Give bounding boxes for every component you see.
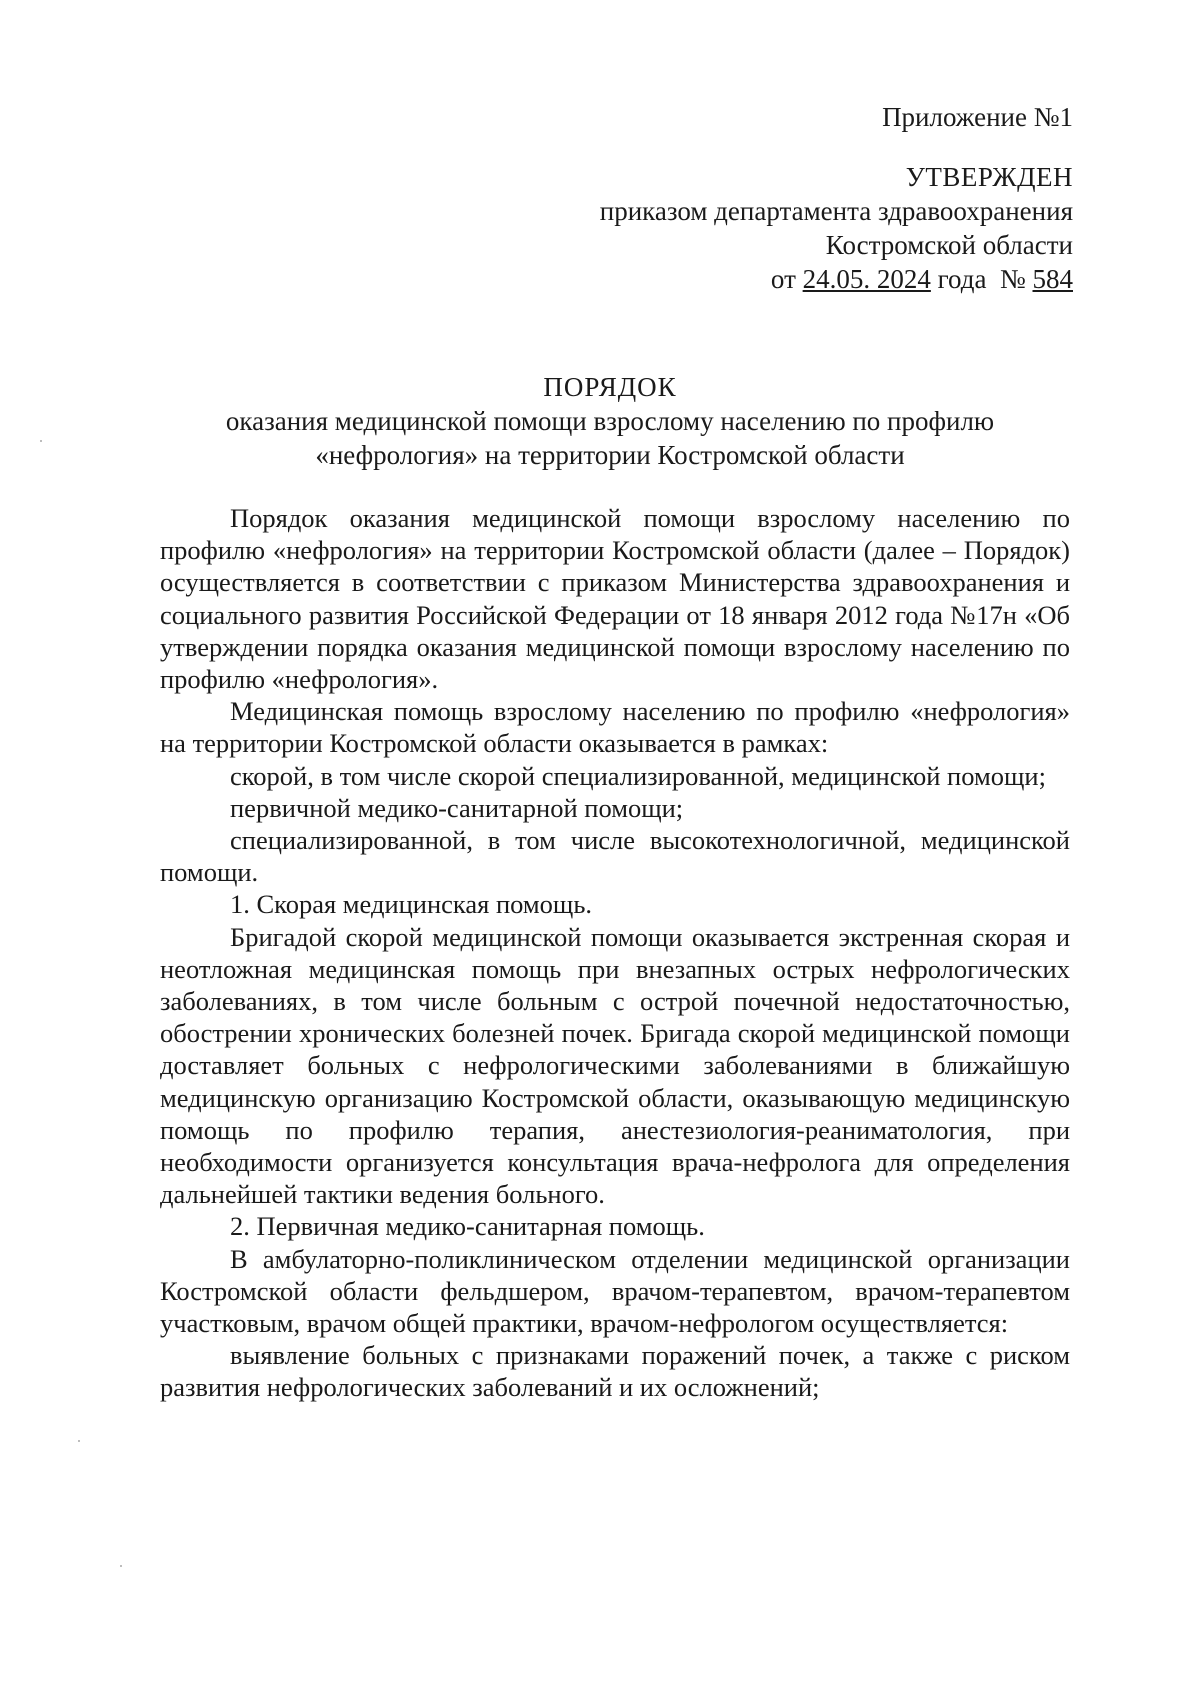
order-number: 584 (1032, 264, 1073, 294)
approval-line-1: приказом департамента здравоохранения (599, 196, 1073, 226)
paragraph-5: специализированной, в том числе высокотехнологичной, медицинской помощи. (160, 825, 1070, 888)
paragraph-6: Бригадой скорой медицинской помощи оказывается экстренная скорая и неотложная медицинская помощь при внезапных острых нефрологических заболеваниях, в том числе больным с острой почечной недостаточностью, обострении хронических болезней почек. Бригада скорой медицинской помощи доставляет больных с нефрологическими заболеваниями в ближайшую медицинскую организацию Костромской области, оказывающую медицинскую помощь по профилю терапия, анестезиология-реаниматология, при необходимости организуется консультация врача-нефролога для определения дальнейшей тактики ведения больного. (160, 921, 1070, 1210)
attachment-label: Приложение №1 (882, 102, 1073, 132)
approval-heading: УТВЕРЖДЕН (905, 162, 1073, 192)
paragraph-1: Порядок оказания медицинской помощи взрослому населению по профилю «нефрология» на территории Костромской области (далее – Порядок) осуществляется в соответствии с приказом Министерства здравоохранения и социального развития Российской Федерации от 18 января 2012 года №17н «Об утверждении порядка оказания медицинской помощи взрослому населению по профилю «нефрология». (160, 503, 1070, 695)
number-prefix: № (999, 264, 1026, 294)
scan-speck (78, 1440, 80, 1442)
document-body (160, 502, 1070, 1404)
document-title: ПОРЯДОК (543, 372, 677, 402)
document-heading (150, 370, 1070, 472)
paragraph-2: Медицинская помощь взрослому населению по профилю «нефрология» на территории Костромской области оказывается в рамках: (160, 696, 1070, 759)
document-subtitle-line-2: «нефрология» на территории Костромской области (315, 440, 905, 470)
document-subtitle-line-1: оказания медицинской помощи взрослому населению по профилю (225, 406, 995, 436)
section-2-heading: 2. Первичная медико-санитарная помощь. (230, 1211, 705, 1242)
scan-speck (120, 1565, 122, 1567)
paragraph-7: В амбулаторно-поликлиническом отделении медицинской организации Костромской области фельдшером, врачом-терапевтом, врачом-терапевтом участковым, врачом общей практики, врачом-нефрологом осуществляется: (160, 1243, 1070, 1339)
paragraph-4: первичной медико-санитарной помощи; (230, 792, 684, 823)
section-1-heading: 1. Скорая медицинская помощь. (230, 889, 593, 920)
order-date: 24.05. 2024 (802, 264, 931, 294)
approval-block (600, 160, 1073, 296)
paragraph-3: скорой, в том числе скорой специализированной, медицинской помощи; (230, 760, 1046, 791)
date-suffix: года (937, 264, 987, 294)
scan-speck (40, 440, 42, 442)
date-prefix: от (770, 264, 796, 294)
paragraph-8: выявление больных с признаками поражений почек, а также с риском развития нефрологических заболеваний и их осложнений; (160, 1340, 1070, 1403)
approval-date-line (600, 262, 1073, 296)
approval-line-2: Костромской области (825, 230, 1073, 260)
